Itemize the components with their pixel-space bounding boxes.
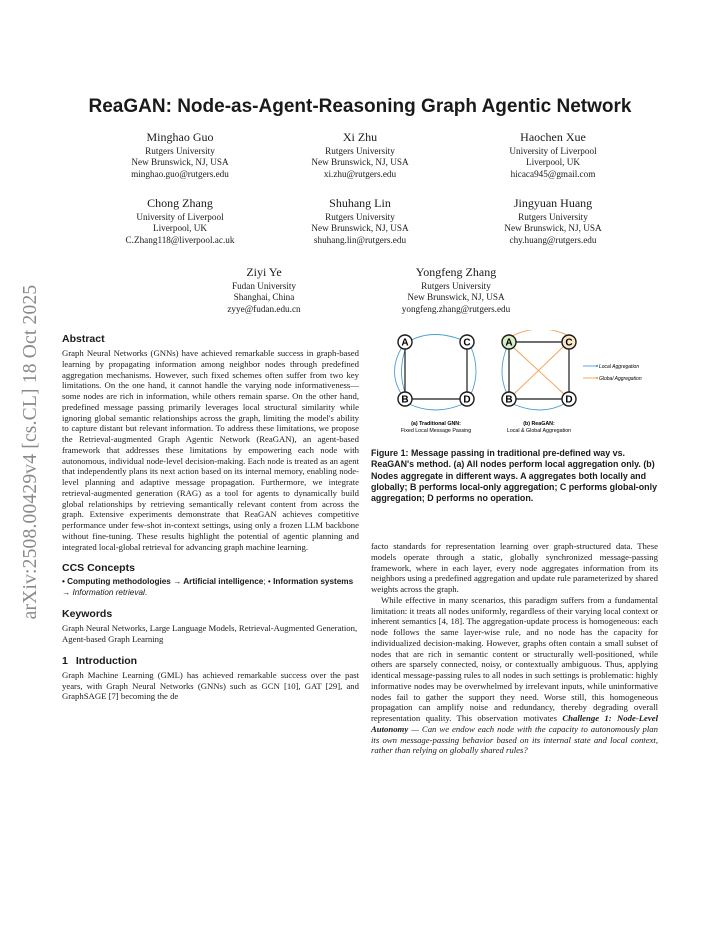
figure-1-caption: Figure 1: Message passing in traditional pre-defined way vs. ReaGAN's method. (a) All nodes perform local aggregation only. (b) Nodes aggregate in different ways. A aggregates both locally and globally; B performs local-only aggregation; C performs global-only aggregation; D performs no operation.	[371, 448, 658, 504]
node-d-label: D	[463, 394, 471, 406]
author-affiliation: Rutgers University	[518, 212, 588, 222]
edge-b-d-local	[409, 404, 463, 410]
intro-text-right-1: facto standards for representation learning over graph-structured data. These models operate through a static, globally synchronized message-passing framework, where in each layer, every node aggregates information from its neighbors using a predefined aggregation and update rule parameterized by shared weights across the graph.	[371, 541, 658, 594]
intro-paragraph-2: While effective in many scenarios, this paradigm suffers from a fundamental limitation: it treats all nodes uniformly, regardless of their varying local context or inherent semantics [4, 18]. The aggregation-update process is homogeneous: each node follows the same layer-wise rule, and no node has the capacity for individualized decision-making. However, graphs often contain a small subset of nodes that are rich in semantic content or structurally well-positioned, while others are sparsely connected, noisy, or contextually ambiguous. Thus, applying identical message-passing rules to all nodes in such settings is problematic: highly informative nodes may be overwhelmed by irrelevant inputs, while uninformative nodes fail to gather the support they need. Worse still, this homogeneous propagation can amplify noise and redundancy, thereby degrading overall representation quality. This observation motivates	[371, 594, 658, 723]
author-name: Xi Zhu	[342, 130, 378, 144]
author-block	[80, 130, 280, 180]
challenge-1-question: — Can we endow each node with the capacity to autonomously plan its own message-passing behavior based on its internal state and local context, rather than relying on globally shared rules?	[371, 723, 658, 756]
author-affiliation: Fudan University	[231, 281, 297, 291]
author-name: Jingyuan Huang	[513, 196, 593, 210]
node-b-label: B	[401, 394, 409, 406]
author-block	[453, 196, 653, 246]
intro-text-right-2	[371, 595, 658, 756]
section-title: Introduction	[75, 654, 138, 667]
author-block	[356, 265, 556, 315]
author-email: C.Zhang118@liverpool.ac.uk	[125, 234, 235, 245]
edge-c-d-local	[471, 347, 476, 394]
keywords-text: Graph Neural Networks, Large Language Models, Retrieval-Augmented Generation, Agent-based Graph Learning	[62, 623, 358, 644]
subfig-a-title: (a) Traditional GNN:	[411, 421, 461, 427]
author-email: chy.huang@rutgers.edu	[509, 234, 597, 245]
abstract-text: Graph Neural Networks (GNNs) have achieved remarkable success in graph-based learning by propagating information among neighbor nodes through predefined aggregation mechanisms. However, such fixed schemes often suffer from two key limitations. On the one hand, it cannot handle the varying node informativeness—some nodes are rich in information, while others remain sparse. On the other hand, predefined message passing primarily leverages local structural similarity while ignoring global semantic relationships across the graph, limiting the model's ability to capture distant but relevant information. To address these limitations, we propose the Retrieval-augmented Graph Agentic Network (ReaGAN), an agent-based framework that addresses these limitations by empowering each node with autonomous, individual node-level decision-making. Each node is treated as an agent that independently plans its next action based on its internal memory, enabling node-level planning and adaptive message propagation. Furthermore, we integrate retrieval-augmented generation (RAG) as a tool for agents to dynamically build global relationships by retrieving semantically relevant content from across the graph. Extensive experiments demonstrate that ReaGAN achieves competitive performance under few-shot in-context settings, using only a frozen LLM backbone without fine-tuning. These results highlight the potential of agentic planning and integrated local-global retrieval for advancing graph machine learning.	[62, 348, 359, 552]
left-column	[62, 333, 359, 702]
legend-local-marker	[596, 365, 598, 367]
abstract-heading: Abstract	[62, 333, 105, 345]
author-email: yongfeng.zhang@rutgers.edu	[401, 303, 511, 314]
node-c-label: C	[565, 337, 573, 349]
local-edge-b-d	[513, 404, 564, 410]
author-location: Liverpool, UK	[525, 157, 581, 168]
author-name: Shuhang Lin	[329, 196, 391, 210]
node-c-label: C	[463, 337, 471, 349]
keywords-heading: Keywords	[62, 608, 113, 621]
author-affiliation: Rutgers University	[145, 146, 215, 156]
author-location: Liverpool, UK	[152, 223, 208, 234]
author-affiliation: Rutgers University	[325, 212, 395, 222]
author-location: New Brunswick, NJ, USA	[311, 223, 409, 234]
ccs-item-2: Information systems →	[62, 577, 354, 597]
figure-legend	[583, 364, 642, 382]
node-a-label: A	[401, 337, 409, 349]
author-block	[80, 196, 280, 246]
author-location: New Brunswick, NJ, USA	[504, 223, 602, 234]
subfig-a-desc: Fixed Local Message Passing	[400, 428, 472, 434]
arxiv-identifier	[18, 262, 44, 642]
author-block	[453, 130, 653, 180]
author-email: zyye@fudan.edu.cn	[227, 303, 301, 314]
author-affiliation: University of Liverpool	[509, 146, 597, 156]
author-block	[164, 265, 364, 315]
figure-1-diagram	[371, 330, 658, 440]
legend-global-marker	[596, 377, 598, 379]
author-affiliation: Rutgers University	[421, 281, 491, 291]
legend-local-label: Local Aggregation	[599, 364, 640, 370]
author-name: Haochen Xue	[520, 130, 586, 144]
ccs-separator: ; •	[263, 577, 274, 587]
author-name: Minghao Guo	[146, 130, 214, 144]
intro-heading	[62, 655, 359, 667]
author-email: xi.zhu@rutgers.edu	[323, 168, 397, 179]
subfig-b-desc: Local & Global Aggregation	[506, 428, 572, 434]
node-b-label: B	[505, 394, 513, 406]
author-email: hicaca945@gmail.com	[510, 168, 596, 179]
node-a-label: A	[505, 337, 513, 349]
ccs-item-1: • Computing methodologies → Artificial intelligence	[62, 577, 264, 587]
subfigure-b	[502, 330, 576, 434]
author-name: Ziyi Ye	[246, 265, 282, 279]
node-d-label: D	[565, 394, 573, 406]
author-email: minghao.guo@rutgers.edu	[131, 168, 229, 179]
author-block	[260, 130, 460, 180]
global-edge-c-b	[514, 347, 563, 394]
author-location: New Brunswick, NJ, USA	[311, 157, 409, 168]
legend-global-label: Global Aggregation	[599, 376, 642, 382]
author-block	[260, 196, 460, 246]
author-location: Shanghai, China	[233, 292, 295, 303]
subfigure-a	[395, 335, 477, 435]
arxiv-identifier-text: arXiv:2508.00429v4 [cs.CL] 18 Oct 2025	[20, 284, 41, 620]
paper-title: ReaGAN: Node-as-Agent-Reasoning Graph Agentic Network	[88, 96, 632, 117]
ccs-item-2-sub: Information retrieval	[72, 587, 145, 597]
author-name: Yongfeng Zhang	[415, 265, 497, 279]
author-email: shuhang.lin@rutgers.edu	[313, 234, 407, 245]
intro-text-left: Graph Machine Learning (GML) has achieved remarkable success over the past years, with Graph Neural Networks (GNNs) such as GCN [10], GAT [29], and GraphSAGE [7] becoming the de	[62, 669, 359, 702]
global-edge-a-c	[512, 330, 569, 336]
ccs-end: .	[144, 587, 148, 597]
subfig-b-title: (b) ReaGAN:	[523, 421, 555, 427]
author-affiliation: Rutgers University	[325, 146, 395, 156]
section-number: 1	[62, 654, 68, 667]
ccs-concepts	[62, 577, 359, 598]
right-column	[371, 541, 658, 756]
local-edge-a-b	[502, 347, 507, 394]
ccs-heading: CCS Concepts	[62, 562, 135, 575]
author-affiliation: University of Liverpool	[136, 212, 224, 222]
author-name: Chong Zhang	[147, 196, 213, 210]
challenge-1-label: Challenge 1: Node-Level Autonomy	[371, 713, 659, 734]
author-location: New Brunswick, NJ, USA	[131, 157, 229, 168]
edge-a-b-2	[395, 347, 403, 395]
author-location: New Brunswick, NJ, USA	[407, 292, 505, 303]
